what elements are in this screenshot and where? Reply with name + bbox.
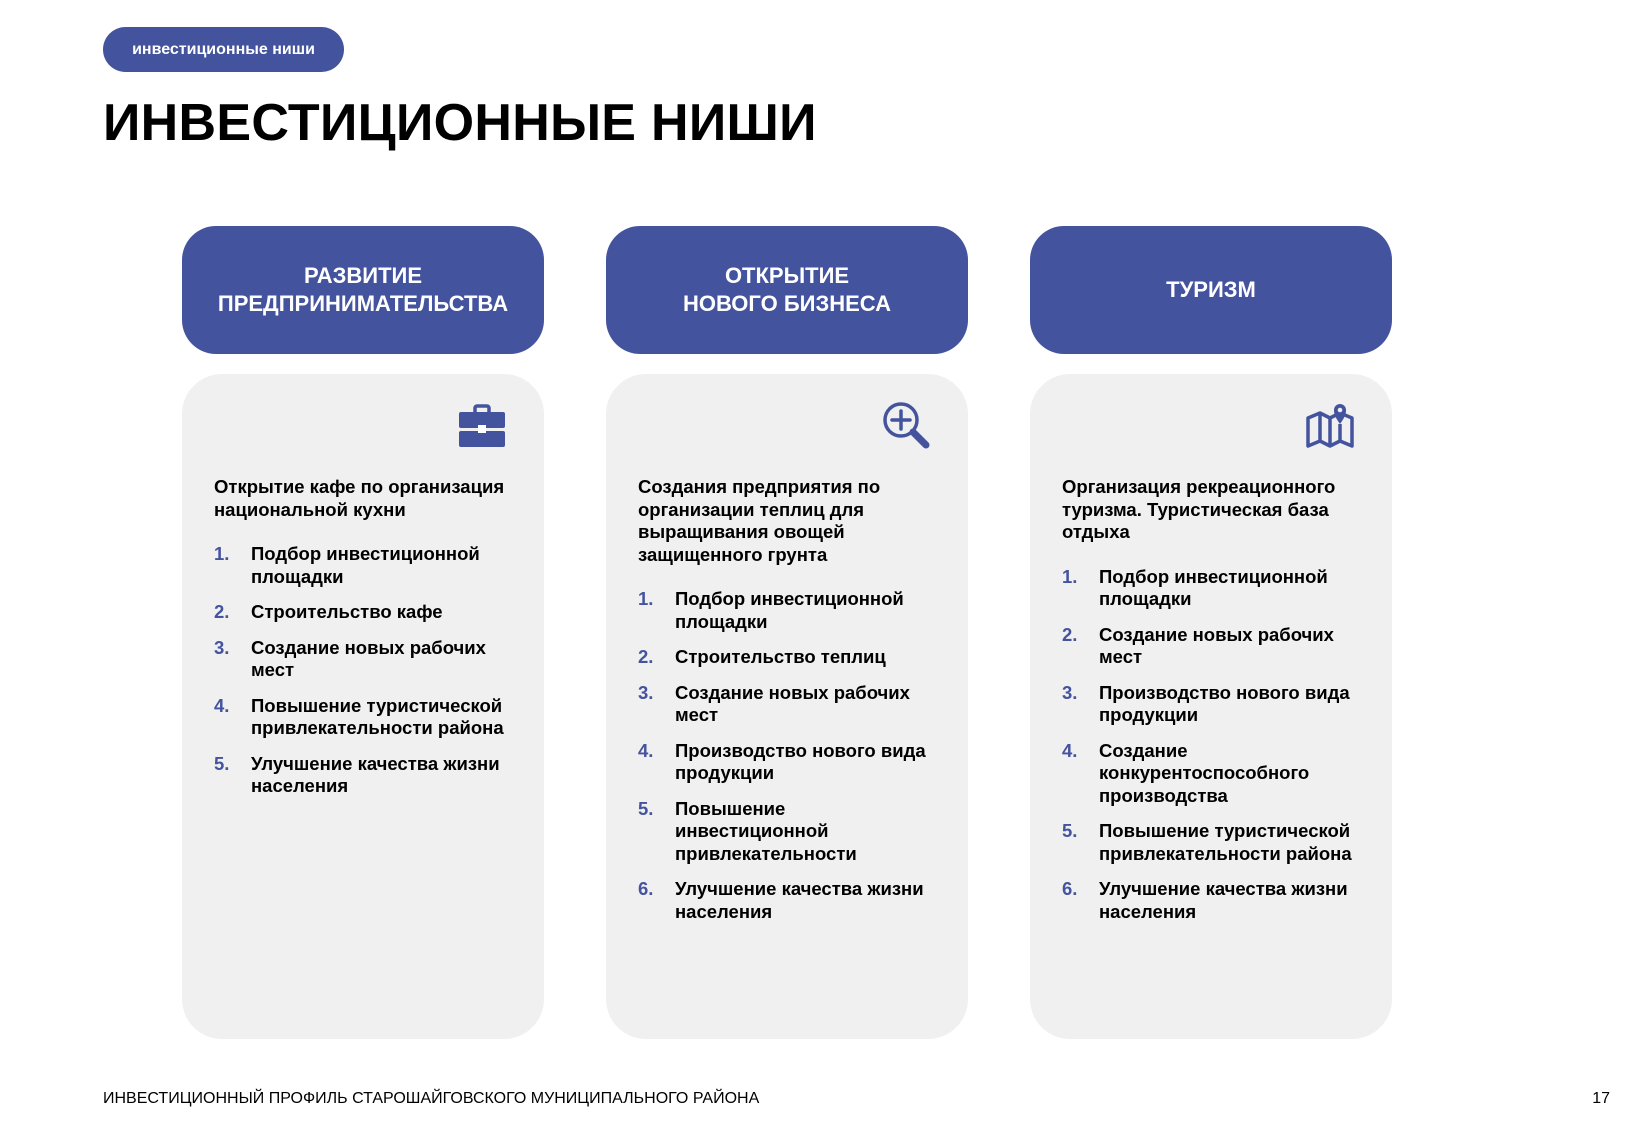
item-number: 5.: [214, 752, 230, 774]
item-number: 4.: [214, 694, 230, 716]
niche-description: Открытие кафе по организация национальной кухни: [214, 476, 505, 520]
item-text: Повышение туристической привлекательности района: [251, 694, 504, 738]
niche-description: Создания предприятия по организации теплиц для выращивания овощей защищенного грунта: [638, 476, 881, 565]
list-item: [638, 878, 940, 923]
column-header-label: ОТКРЫТИЕ НОВОГО БИЗНЕСА: [682, 263, 892, 316]
column-tourism: [1030, 226, 1392, 1039]
item-number: 3.: [214, 636, 230, 658]
list-item: [214, 753, 516, 798]
benefit-list: [638, 588, 940, 923]
list-item: [638, 646, 940, 669]
item-text: Создание конкурентоспособного производства: [1099, 739, 1310, 806]
item-text: Подбор инвестиционной площадки: [1099, 565, 1328, 609]
item-number: 4.: [638, 739, 654, 761]
item-number: 2.: [1062, 623, 1078, 645]
zoom-in-icon: [880, 400, 932, 452]
list-item: [214, 637, 516, 682]
list-item: [1062, 682, 1364, 727]
list-item: [638, 740, 940, 785]
item-number: 5.: [638, 797, 654, 819]
item-number: 1.: [1062, 565, 1078, 587]
item-number: 6.: [638, 878, 654, 899]
item-number: 5.: [1062, 820, 1078, 841]
item-text: Подбор инвестиционной площадки: [675, 588, 904, 632]
column-entrepreneurship: [182, 226, 544, 1039]
column-card: [182, 374, 544, 1039]
list-item: [214, 601, 516, 624]
list-item: [214, 543, 516, 588]
column-header-label: ТУРИЗМ: [1166, 277, 1256, 302]
benefit-list: [1062, 566, 1364, 924]
column-header: [606, 226, 968, 354]
list-item: [1062, 820, 1364, 865]
list-item: [638, 588, 940, 633]
section-badge: инвестиционные ниши: [103, 27, 344, 72]
item-number: 1.: [214, 543, 230, 564]
item-number: 1.: [638, 588, 654, 609]
column-header: [1030, 226, 1392, 354]
item-text: Улучшение качества жизни населения: [675, 878, 924, 922]
list-item: [638, 798, 940, 866]
benefit-list: [214, 543, 516, 798]
column-new-business: [606, 226, 968, 1039]
item-number: 3.: [638, 681, 654, 703]
item-text: Строительство кафе: [251, 601, 443, 622]
item-text: Создание новых рабочих мест: [251, 636, 486, 680]
item-text: Строительство теплиц: [675, 646, 886, 667]
item-number: 2.: [214, 601, 230, 622]
item-text: Производство нового вида продукции: [1099, 681, 1350, 725]
column-header: [182, 226, 544, 354]
item-text: Создание новых рабочих мест: [1099, 623, 1334, 667]
briefcase-icon: [456, 400, 508, 452]
column-header-label: РАЗВИТИЕ ПРЕДПРИНИМАТЕЛЬСТВА: [217, 263, 509, 316]
footer-title: ИНВЕСТИЦИОННЫЙ ПРОФИЛЬ СТАРОШАЙГОВСКОГО МУНИЦИПАЛЬНОГО РАЙОНА: [103, 1090, 760, 1107]
item-text: Улучшение качества жизни населения: [251, 752, 500, 796]
item-number: 2.: [638, 646, 654, 667]
item-text: Повышение инвестиционной привлекательности: [675, 797, 857, 864]
map-pin-icon: [1304, 400, 1356, 452]
item-number: 4.: [1062, 739, 1078, 761]
list-item: [1062, 878, 1364, 923]
item-text: Улучшение качества жизни населения: [1099, 878, 1348, 922]
item-number: 6.: [1062, 878, 1078, 899]
column-card: [1030, 374, 1392, 1039]
item-text: Производство нового вида продукции: [675, 739, 926, 783]
list-item: [1062, 740, 1364, 808]
list-item: [638, 682, 940, 727]
niche-description: Организация рекреационного туризма. Туристическая база отдыха: [1062, 476, 1336, 542]
item-text: Повышение туристической привлекательности района: [1099, 820, 1352, 864]
page-title: ИНВЕСТИЦИОННЫЕ НИШИ: [103, 94, 817, 152]
page-number: 17: [1592, 1090, 1610, 1107]
column-card: [606, 374, 968, 1039]
item-number: 3.: [1062, 681, 1078, 703]
item-text: Создание новых рабочих мест: [675, 681, 910, 725]
list-item: [1062, 566, 1364, 611]
list-item: [1062, 624, 1364, 669]
item-text: Подбор инвестиционной площадки: [251, 543, 480, 587]
list-item: [214, 695, 516, 740]
